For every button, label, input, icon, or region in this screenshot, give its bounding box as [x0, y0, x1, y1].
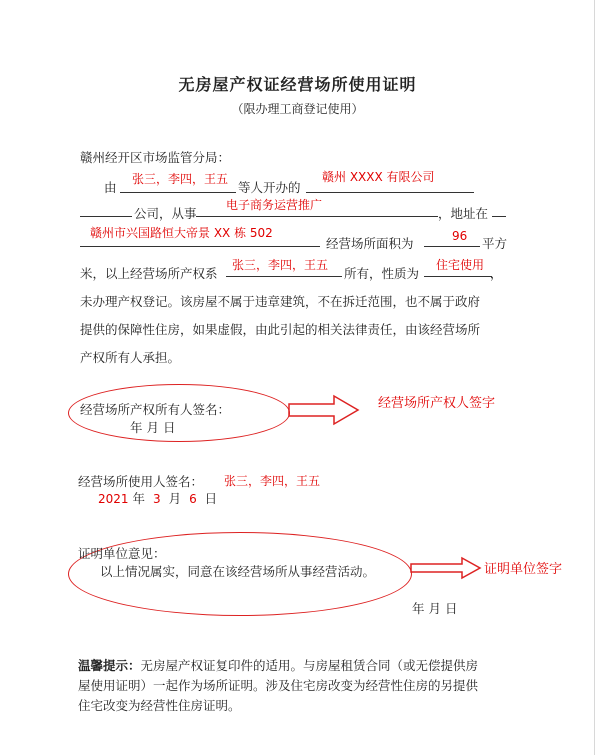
date-month: 3 — [153, 492, 161, 506]
paragraph-line-7: 产权所有人承担。 — [80, 350, 181, 365]
business-underline — [196, 216, 438, 217]
document-title: 无房屋产权证经营场所使用证明 — [178, 75, 417, 94]
owner-sig-date: 年 月 日 — [130, 420, 176, 435]
date-day-unit: 日 — [204, 491, 218, 506]
user-sig-label: 经营场所使用人签名： — [78, 474, 204, 489]
user-sig-names: 张三，李四，王五 — [224, 474, 321, 488]
area-underline — [424, 246, 480, 247]
property-underline — [424, 276, 492, 277]
date-day: 6 — [189, 492, 197, 506]
p2-company-suffix: 公司，从事 — [134, 206, 197, 221]
address: 赣州市兴国路恒大帝景 XX 栋 502 — [90, 226, 273, 240]
company-name: 赣州 XXXX 有限公司 — [322, 170, 435, 184]
company-underline — [306, 192, 474, 193]
address-underline — [80, 246, 320, 247]
paragraph-line-5: 未办理产权登记。该房屋不属于违章建筑，不在拆迁范围，也不属于政府 — [80, 294, 481, 309]
date-month-unit: 月 — [168, 491, 182, 506]
p2-addr-label: ，地址在 — [438, 206, 489, 221]
opinion-text: 以上情况属实，同意在该经营场所从事经营活动。 — [100, 564, 376, 579]
owner-sig-label: 经营场所产权所有人签名： — [80, 402, 231, 417]
p3-unit: 平方 — [482, 236, 508, 251]
owners2-names: 张三，李四，王五 — [232, 258, 329, 272]
document-subtitle: （限办理工商登记使用） — [231, 102, 364, 116]
owners2-underline — [226, 276, 342, 277]
company-prefix-underline — [80, 216, 132, 217]
date-year-unit: 年 — [132, 491, 146, 506]
p3-area-label: 经营场所面积为 — [326, 236, 414, 251]
paragraph-line-6: 提供的保障性住房，如果虚假，由此引起的相关法律责任，由该经营场所 — [80, 322, 481, 337]
p4-mid: 所有，性质为 — [344, 266, 420, 281]
arrow-right-icon — [410, 556, 482, 580]
user-sig-date — [98, 489, 217, 507]
area-value: 96 — [452, 229, 468, 243]
unit-sign-note: 证明单位签字 — [484, 562, 563, 577]
p1-you: 由 — [104, 180, 117, 195]
business-scope: 电子商务运营推广 — [226, 198, 323, 212]
arrow-right-icon — [288, 394, 360, 426]
p4-end: ， — [490, 266, 503, 281]
addr-tail-underline — [492, 216, 506, 217]
opinion-label: 证明单位意见： — [78, 546, 166, 561]
tip-line-2: 屋使用证明）一起作为场所证明。涉及住宅房改变为经营性住房的另提供 — [78, 678, 479, 693]
unit-sig-date: 年 月 日 — [412, 601, 458, 616]
owner-underline — [120, 192, 236, 193]
owner-sign-note: 经营场所产权人签字 — [378, 396, 496, 411]
tip-label: 温馨提示： — [78, 658, 141, 673]
owner-names: 张三，李四，王五 — [132, 172, 229, 186]
date-year: 2021 — [98, 492, 129, 506]
addressee: 赣州经开区市场监管分局： — [80, 150, 231, 165]
p4-start: 米，以上经营场所产权系 — [80, 266, 218, 281]
p1-mid: 等人开办的 — [238, 180, 301, 195]
tip-text-1: 无房屋产权证复印件的适用。与房屋租赁合同（或无偿提供房 — [140, 658, 479, 673]
tip-line-1 — [78, 656, 478, 674]
tip-line-3: 住宅改变为经营性住房证明。 — [78, 698, 241, 713]
property-type: 住宅使用 — [436, 258, 485, 272]
